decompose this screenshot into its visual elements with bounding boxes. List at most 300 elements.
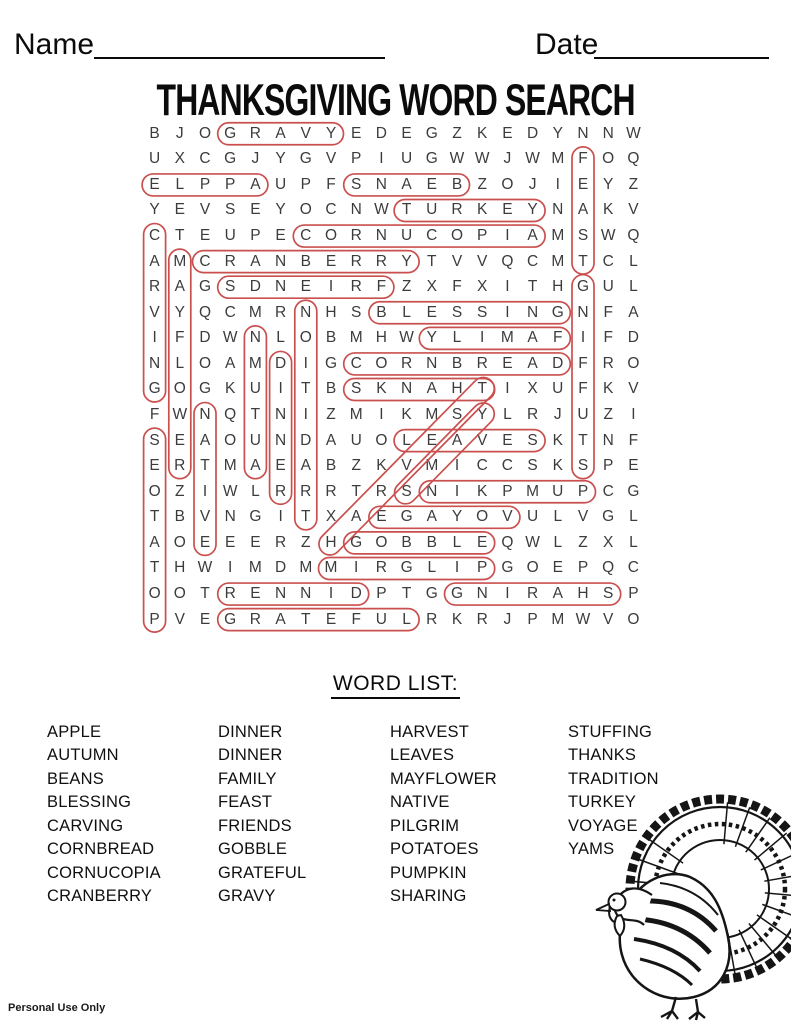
grid-letter: F: [452, 278, 462, 296]
grid-letter: L: [175, 354, 185, 372]
grid-letter: N: [552, 201, 564, 219]
grid-letter: F: [149, 406, 160, 424]
grid-letter: H: [174, 559, 186, 577]
grid-letter: K: [552, 457, 563, 475]
grid-letter: N: [274, 585, 287, 603]
turkey-tail-spoke: [757, 915, 791, 939]
grid-letter: Q: [501, 252, 514, 270]
word-oval-potatoes: [144, 428, 166, 632]
grid-letter: R: [274, 533, 287, 551]
grid-letter: S: [351, 303, 362, 321]
word-list-item: BLESSING: [47, 793, 132, 812]
grid-letter: G: [198, 380, 212, 398]
grid-letter: N: [300, 585, 312, 603]
grid-letter: O: [627, 610, 640, 628]
grid-letter: V: [199, 508, 211, 526]
word-list-item: FEAST: [218, 793, 273, 812]
grid-letter: U: [552, 482, 564, 500]
grid-letter: L: [402, 431, 411, 449]
grid-letter: R: [249, 610, 261, 628]
grid-letter: Q: [224, 406, 237, 424]
grid-letter: E: [577, 175, 589, 193]
grid-letter: L: [553, 508, 563, 526]
grid-letter: A: [527, 354, 538, 372]
grid-letter: R: [325, 482, 337, 500]
grid-letter: N: [426, 354, 438, 372]
grid-letter: P: [149, 610, 160, 628]
grid-letter: I: [505, 380, 510, 398]
grid-letter: T: [578, 252, 588, 270]
word-list-item: CARVING: [47, 816, 124, 835]
grid-letter: D: [627, 329, 639, 347]
grid-letter: S: [577, 457, 589, 475]
word-list-item: SHARING: [390, 887, 467, 906]
grid-letter: X: [603, 533, 614, 551]
grid-letter: S: [477, 303, 488, 321]
word-list-item: THANKS: [568, 746, 637, 765]
grid-letter: Y: [477, 406, 488, 424]
grid-letter: I: [505, 303, 510, 321]
grid-letter: G: [324, 354, 338, 372]
grid-letter: P: [376, 585, 387, 603]
grid-letter: L: [629, 278, 638, 296]
page-title: THANKSGIVING WORD SEARCH: [156, 76, 635, 126]
grid-letter: C: [199, 252, 211, 270]
grid-letter: O: [173, 585, 186, 603]
grid-letter: D: [375, 124, 387, 142]
date-blank-line: [594, 57, 769, 59]
grid-letter: E: [199, 227, 211, 245]
grid-letter: M: [551, 227, 565, 245]
grid-letter: A: [250, 175, 261, 193]
word-list-item: AUTUMN: [47, 746, 119, 765]
grid-letter: V: [477, 431, 488, 449]
grid-letter: K: [603, 380, 614, 398]
grid-letter: G: [400, 508, 413, 526]
word-list-item: GRAVY: [218, 887, 276, 906]
grid-letter: O: [299, 201, 312, 219]
grid-letter: S: [225, 278, 236, 296]
grid-letter: O: [526, 559, 539, 577]
grid-letter: N: [199, 406, 211, 424]
grid-letter: I: [480, 329, 485, 347]
grid-letter: K: [477, 124, 488, 142]
grid-letter: F: [326, 175, 336, 193]
grid-letter: E: [351, 124, 362, 142]
found-word-ovals: [142, 121, 646, 633]
word-oval-cornucopia: [293, 225, 545, 247]
word-oval-cranberry: [193, 251, 420, 273]
grid-letter: S: [527, 431, 538, 449]
grid-letter: G: [425, 124, 438, 142]
grid-letter: Y: [325, 124, 337, 142]
grid-letter: C: [350, 354, 362, 372]
title-wrap: [0, 76, 791, 126]
word-list-item: DINNER: [218, 746, 283, 765]
grid-letter: M: [551, 150, 565, 168]
grid-letter: T: [250, 406, 261, 424]
grid-letter: K: [477, 201, 488, 219]
grid-letter: N: [602, 431, 614, 449]
grid-letter: T: [149, 508, 160, 526]
grid-letter: D: [249, 278, 261, 296]
word-list-item: BEANS: [47, 769, 104, 788]
grid-letter: I: [454, 457, 460, 475]
grid-letter: R: [375, 559, 387, 577]
grid-letter: G: [425, 585, 438, 603]
grid-letter: Q: [602, 559, 615, 577]
grid-letter: C: [426, 227, 438, 245]
grid-letter: V: [401, 457, 412, 475]
grid-letter: P: [527, 610, 538, 628]
grid-letter: C: [199, 150, 211, 168]
grid-letter: O: [198, 124, 212, 142]
grid-letter: C: [602, 482, 614, 500]
grid-letter: W: [474, 150, 490, 168]
grid-letter: V: [628, 380, 639, 398]
grid-letter: L: [629, 252, 638, 270]
grid-letter: T: [401, 201, 412, 219]
grid-letter: N: [526, 303, 539, 321]
word-list-item: TURKEY: [568, 793, 637, 812]
word-list-column: [390, 721, 497, 909]
word-list-item: VOYAGE: [568, 816, 638, 835]
grid-letter: S: [527, 457, 538, 475]
grid-letter: O: [375, 533, 388, 551]
grid-letter: U: [552, 380, 564, 398]
grid-letter: L: [452, 329, 462, 347]
grid-letter: I: [379, 406, 384, 424]
grid-letter: W: [626, 124, 641, 142]
word-list-item: CORNBREAD: [47, 840, 155, 859]
grid-letter: M: [551, 610, 565, 628]
grid-letter: M: [223, 457, 237, 475]
grid-letter: R: [224, 252, 236, 270]
grid-letter: V: [451, 252, 463, 270]
word-list-item: PUMPKIN: [390, 863, 467, 882]
grid-letter: O: [476, 508, 489, 526]
grid-letter: Z: [477, 175, 487, 193]
grid-letter: K: [225, 380, 236, 398]
grid-letter: K: [603, 201, 614, 219]
grid-letter: E: [426, 175, 437, 193]
grid-letter: N: [375, 175, 387, 193]
grid-letter: I: [303, 354, 308, 372]
grid-letter: A: [275, 124, 286, 142]
grid-letter: G: [198, 278, 212, 296]
grid-letter: G: [602, 508, 615, 526]
grid-letter: V: [300, 124, 311, 142]
grid-letter: K: [477, 482, 488, 500]
grid-letter: B: [174, 508, 185, 526]
grid-letter: Z: [603, 406, 613, 424]
grid-letter: P: [225, 175, 236, 193]
grid-letter: I: [505, 585, 510, 603]
grid-letter: G: [224, 124, 237, 142]
word-list-item: POTATOES: [390, 840, 479, 859]
grid-letter: R: [174, 457, 186, 475]
grid-letter: V: [477, 252, 488, 270]
grid-letter: O: [375, 431, 388, 449]
grid-letter: G: [425, 150, 438, 168]
grid-letter: R: [375, 482, 387, 500]
grid-letter: K: [376, 457, 387, 475]
grid-letter: J: [175, 124, 184, 142]
grid-letter: U: [526, 508, 539, 526]
word-list-item: FAMILY: [218, 769, 277, 788]
grid-letter: W: [374, 201, 389, 219]
grid-letter: P: [351, 150, 362, 168]
grid-letter: A: [174, 278, 185, 296]
grid-letter: T: [578, 431, 588, 449]
grid-letter: S: [451, 303, 463, 321]
grid-letter: Q: [627, 227, 640, 245]
grid-letter: A: [149, 533, 160, 551]
grid-letter: U: [249, 380, 261, 398]
grid-letter: V: [325, 150, 337, 168]
grid-letter: W: [197, 559, 213, 577]
grid-letter: U: [400, 227, 413, 245]
grid-letter: A: [552, 585, 563, 603]
footer-note: Personal Use Only: [8, 1002, 106, 1014]
grid-letter: T: [200, 457, 210, 475]
grid-letter: D: [300, 431, 312, 449]
grid-letter: Y: [401, 252, 412, 270]
grid-letter: T: [527, 278, 538, 296]
grid-letter: S: [603, 585, 614, 603]
grid-letter: V: [149, 303, 160, 321]
grid-letter: C: [148, 227, 161, 245]
grid-letter: P: [477, 227, 488, 245]
grid-letter: I: [278, 508, 283, 526]
grid-letter: W: [222, 329, 238, 347]
grid-letter: E: [426, 303, 437, 321]
grid-letter: P: [250, 227, 261, 245]
grid-letter: E: [628, 457, 639, 475]
grid-letter: W: [525, 533, 540, 551]
grid-letter: E: [502, 201, 513, 219]
grid-letter: L: [452, 533, 462, 551]
grid-letter: R: [451, 201, 463, 219]
word-oval-apple: [142, 174, 268, 196]
grid-letter: A: [351, 508, 362, 526]
word-list-item: DINNER: [218, 723, 283, 741]
grid-letter: R: [224, 585, 236, 603]
grid-letter: N: [400, 380, 413, 398]
grid-letter: P: [577, 482, 589, 500]
grid-letter: F: [553, 329, 563, 347]
turkey-tail-spoke: [638, 859, 677, 873]
word-list-heading-wrap: [0, 672, 791, 699]
grid-letter: T: [351, 482, 361, 500]
grid-letter: X: [527, 380, 538, 398]
grid-letter: G: [551, 303, 564, 321]
turkey-legs: [661, 997, 705, 1020]
grid-letter: B: [325, 457, 337, 475]
grid-letter: Z: [301, 533, 311, 551]
grid-letter: D: [274, 354, 287, 372]
grid-letter: T: [427, 252, 437, 270]
grid-letter: E: [502, 354, 513, 372]
grid-letter: L: [276, 329, 285, 347]
grid-letter: L: [251, 482, 260, 500]
grid-letter: F: [578, 354, 588, 372]
grid-letter: I: [505, 278, 510, 296]
grid-letter: E: [401, 124, 412, 142]
word-list-column: [218, 721, 306, 909]
grid-letter: M: [425, 457, 439, 475]
word-oval-turkey: [394, 199, 545, 221]
grid-letter: O: [224, 431, 237, 449]
grid-letter: P: [300, 175, 311, 193]
word-oval-dinner: [270, 351, 292, 504]
grid-letter: C: [602, 252, 614, 270]
grid-letter: O: [324, 227, 338, 245]
grid-letter: H: [375, 329, 387, 347]
grid-letter: C: [300, 227, 312, 245]
grid-letter: E: [225, 533, 236, 551]
word-list-item: GOBBLE: [218, 840, 288, 859]
grid-letter: N: [577, 124, 589, 142]
grid-letter: C: [627, 559, 639, 577]
grid-letter: M: [248, 354, 262, 372]
word-oval-carving: [144, 224, 166, 402]
word-oval-pumpkin: [419, 481, 595, 503]
name-blank-line: [94, 57, 385, 59]
grid-letter: C: [501, 457, 513, 475]
grid-letter: A: [401, 175, 412, 193]
word-list-item: LEAVES: [390, 746, 455, 765]
grid-letter: P: [477, 559, 488, 577]
grid-letter: V: [628, 201, 639, 219]
grid-letter: T: [401, 585, 412, 603]
grid-letter: D: [552, 354, 564, 372]
grid-letter: G: [224, 150, 237, 168]
grid-letter: I: [328, 585, 334, 603]
grid-letter: B: [451, 175, 463, 193]
grid-letter: N: [148, 354, 161, 372]
grid-letter: I: [454, 559, 460, 577]
word-list-item: MAYFLOWER: [390, 769, 497, 788]
grid-letter: E: [552, 559, 563, 577]
grid-letter: J: [503, 150, 512, 168]
grid-letter: E: [275, 457, 286, 475]
turkey-tail-spoke: [746, 818, 770, 852]
grid-letter: V: [199, 201, 211, 219]
word-oval-gobble: [344, 532, 495, 554]
grid-letter: U: [224, 227, 236, 245]
grid-letter: E: [149, 457, 160, 475]
grid-letter: I: [278, 380, 283, 398]
grid-letter: E: [275, 227, 286, 245]
grid-letter: E: [426, 431, 437, 449]
grid-letter: C: [325, 201, 337, 219]
grid-letter: O: [627, 354, 640, 372]
grid-letter: M: [500, 329, 514, 347]
grid-letter: W: [399, 329, 414, 347]
grid-letter: R: [274, 303, 287, 321]
grid-letter: I: [454, 482, 460, 500]
grid-letter: R: [350, 252, 362, 270]
word-oval-autumn: [244, 326, 266, 479]
grid-letter: V: [502, 508, 513, 526]
grid-letter: R: [400, 354, 413, 372]
grid-letter: M: [551, 252, 565, 270]
grid-letter: I: [379, 150, 384, 168]
word-list-item: HARVEST: [390, 723, 470, 741]
grid-letter: G: [299, 150, 312, 168]
word-list-column: [47, 721, 161, 909]
grid-letter: W: [525, 150, 540, 168]
grid-letter: F: [351, 610, 361, 628]
grid-letter: T: [149, 559, 160, 577]
grid-letter: E: [149, 175, 160, 193]
grid-letter: Z: [175, 482, 185, 500]
word-oval-grateful: [218, 609, 419, 631]
word-list-item: APPLE: [47, 723, 102, 741]
grid-letter: D: [350, 585, 362, 603]
grid-letter: Q: [627, 150, 640, 168]
word-oval-stuffing: [572, 275, 594, 479]
grid-letter: M: [425, 406, 439, 424]
grid-letter: A: [527, 227, 538, 245]
grid-letter: R: [350, 278, 362, 296]
grid-letter: Z: [452, 124, 462, 142]
grid-letter: V: [603, 610, 614, 628]
grid-letter: R: [476, 354, 488, 372]
grid-letter: D: [526, 124, 539, 142]
grid-letter: N: [274, 278, 287, 296]
grid-letter: Y: [275, 150, 286, 168]
word-list-item: YAMS: [568, 840, 615, 859]
grid-letter: A: [275, 610, 286, 628]
word-oval-native: [194, 403, 216, 556]
grid-letter: F: [578, 150, 588, 168]
grid-letter: P: [577, 559, 589, 577]
grid-letter: U: [350, 431, 362, 449]
grid-letter: V: [577, 508, 589, 526]
grid-letter: L: [402, 610, 411, 628]
grid-letter: E: [502, 124, 513, 142]
grid-letter: E: [376, 508, 387, 526]
grid-letter: A: [300, 457, 311, 475]
grid-letter: M: [299, 559, 313, 577]
word-oval-mayflower: [169, 249, 191, 479]
word-oval-feast: [572, 147, 594, 274]
grid-letter: I: [202, 482, 208, 500]
grid-letter: G: [224, 610, 237, 628]
grid-letter: A: [577, 201, 589, 219]
grid-letter: A: [426, 380, 437, 398]
grid-letter: G: [400, 559, 413, 577]
word-oval-thanks: [344, 378, 495, 400]
grid-letter: F: [628, 431, 639, 449]
grid-letter: A: [250, 252, 261, 270]
grid-letter: U: [577, 406, 589, 424]
turkey-illustration: [592, 781, 791, 1021]
grid-letter: N: [577, 303, 589, 321]
grid-letter: Z: [351, 457, 361, 475]
grid-letter: N: [249, 329, 261, 347]
grid-letter: O: [299, 329, 312, 347]
word-list-item: PILGRIM: [390, 816, 460, 835]
grid-letter: H: [552, 278, 564, 296]
grid-letter: A: [527, 329, 538, 347]
grid-letter: Z: [578, 533, 588, 551]
word-oval-friends: [218, 276, 394, 298]
grid-letter: W: [449, 150, 465, 168]
grid-letter: T: [301, 508, 311, 526]
